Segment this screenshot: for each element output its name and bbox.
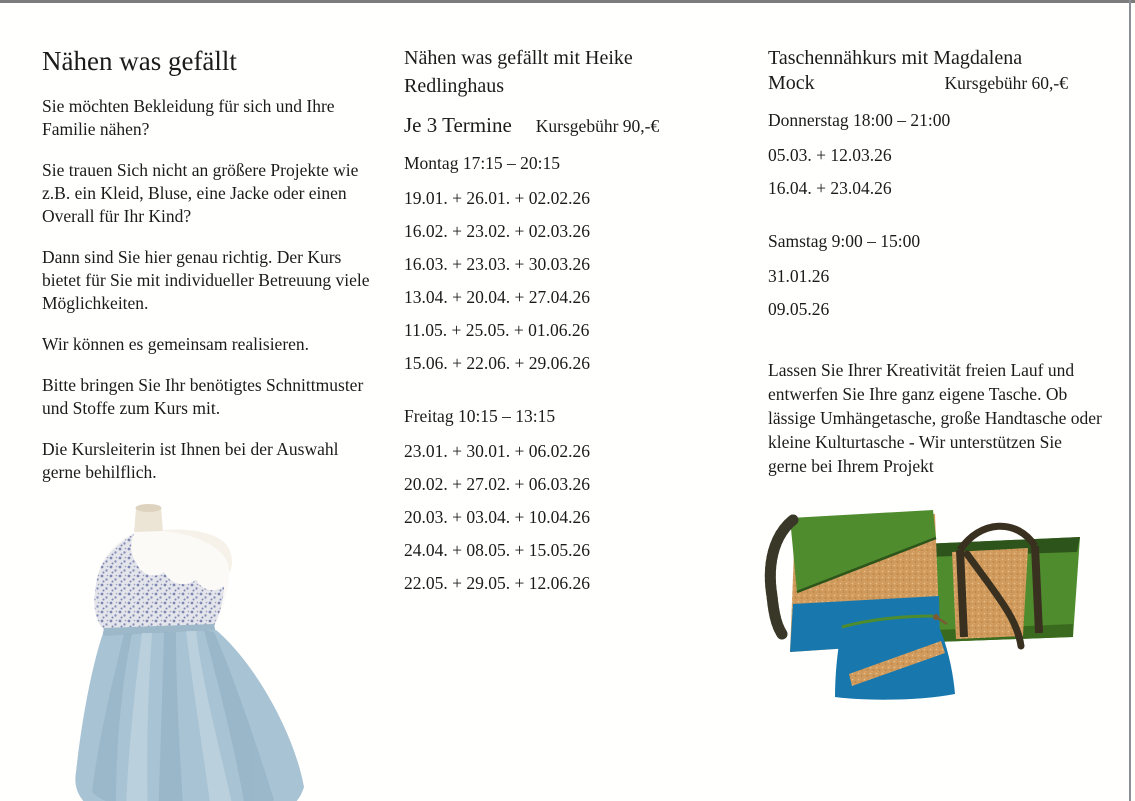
bring-materials-paragraph: Bitte bringen Sie Ihr benötigtes Schnittmuster und Stoffe zum Kurs mit. [42,375,364,418]
projects-paragraph: Sie trauen Sich nicht an größere Projekte wie z.B. ein Kleid, Bluse, eine Jacke oder einen Overall für Ihr Kind? [42,160,359,226]
friday-dates-row: 23.01. + 30.01. + 06.02.26 [404,441,590,461]
page-top-border [0,0,1135,3]
left-column [42,44,378,801]
dress-image [64,502,314,801]
middle-column [404,44,704,607]
thursday-dates-row: 05.03. + 12.03.26 [768,145,892,165]
saturday-dates-row: 31.01.26 [768,266,830,286]
course-title-heike: Nähen was gefällt mit Heike Redlinghaus [404,47,633,97]
tote-bag [923,526,1080,646]
intro-paragraph: Sie möchten Bekleidung für sich und Ihre Familie nähen? [42,96,335,139]
fee-label-90: Kursgebühr 90,-€ [535,116,660,136]
monday-schedule-label: Montag 17:15 – 20:15 [404,153,561,173]
friday-dates-row: 20.02. + 27.02. + 06.03.26 [404,474,590,494]
fee-label-60: Kursgebühr 60,-€ [944,73,1068,93]
thursday-dates-row: 16.04. + 23.04.26 [768,178,892,198]
monday-dates-row: 16.02. + 23.02. + 02.03.26 [404,221,590,241]
course-title-magdalena-line1: Taschennähkurs mit Magdalena [768,47,1023,69]
creativity-paragraph: Lassen Sie Ihrer Kreativität freien Lauf und entwerfen Sie Ihre ganz eigene Tasche. Ob lässige Umhängetasche, große Handtasche oder kleine Kulturtasche - Wir unterstützen Sie gerne bei Ihrem Projekt [768,360,1102,476]
friday-dates-row: 22.05. + 29.05. + 12.06.26 [404,573,590,593]
instructor-help-paragraph: Die Kursleiterin ist Ihnen bei der Auswahl gerne behilflich. [42,439,339,482]
right-column [768,44,1102,704]
monday-dates-row: 16.03. + 23.03. + 30.03.26 [404,254,590,274]
friday-dates-row: 20.03. + 03.04. + 10.04.26 [404,507,590,527]
thursday-schedule-label: Donnerstag 18:00 – 21:00 [768,110,951,130]
saturday-schedule-label: Samstag 9:00 – 15:00 [768,231,921,251]
tote-strap-left [960,550,964,637]
course-title-magdalena-line2: Mock [768,72,815,94]
sessions-fee-row [404,113,704,138]
monday-dates-row: 19.01. + 26.01. + 02.02.26 [404,188,590,208]
monday-dates-row: 11.05. + 25.05. + 01.06.26 [404,320,590,340]
saturday-dates-row: 09.05.26 [768,299,830,319]
friday-dates-row: 24.04. + 08.05. + 15.05.26 [404,540,590,560]
page-title: Nähen was gefällt [42,46,237,76]
sessions-label: Je 3 Termine [404,113,512,137]
tote-strap-right [1035,546,1039,633]
page-right-border [1129,0,1131,801]
monday-dates-row: 13.04. + 20.04. + 27.04.26 [404,287,590,307]
friday-schedule-label: Freitag 10:15 – 13:15 [404,406,556,426]
zipper-pouch [835,614,955,700]
monday-dates-row: 15.06. + 22.06. + 29.06.26 [404,353,590,373]
course-offer-paragraph: Dann sind Sie hier genau richtig. Der Kurs bietet für Sie mit individueller Betreuung viele Möglichkeiten. [42,247,370,313]
together-paragraph: Wir können es gemeinsam realisieren. [42,334,310,354]
bags-image [755,504,1095,704]
course-title-magdalena-line2-row [768,72,1102,95]
